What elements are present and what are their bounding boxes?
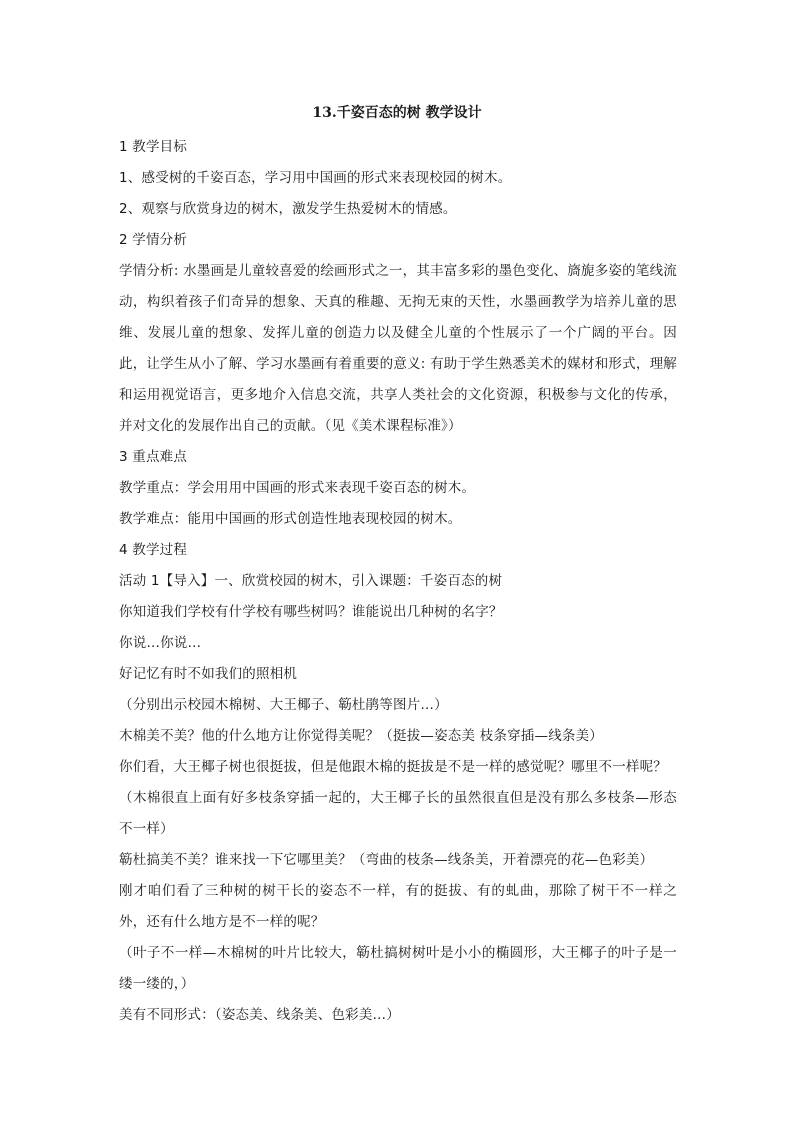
objective-2: 2、观察与欣赏身边的树木，激发学生热爱树木的情感。 <box>119 201 457 217</box>
comparison-question: 刚才咱们看了三种树的树干长的姿态不一样，有的挺拔、有的虬曲，那除了树干不一样之外，还有什么地方是不一样的呢？ <box>119 883 677 930</box>
document-title: 13.千姿百态的树 教学设计 <box>312 105 482 121</box>
show-pictures-line: （分别出示校园木棉树、大王椰子、簕杜鹃等图片…） <box>119 697 448 713</box>
document-body <box>119 132 677 1031</box>
kapok-question: 木棉美不美？他的什么地方让你觉得美呢？（挺拔—姿态美 枝条穿插—线条美） <box>119 728 603 744</box>
palm-question: 你们看，大王椰子树也很挺拔，但是他跟木棉的挺拔是不是一样的感觉呢？哪里不一样呢？ <box>119 759 667 775</box>
key-point: 教学重点：学会用用中国画的形式来表现千姿百态的树木。 <box>119 480 476 496</box>
analysis-paragraph: 学情分析: 水墨画是儿童较喜爱的绘画形式之一，其丰富多彩的墨色变化、旖旎多姿的笔线流动，构织着孩子们奇异的想象、天真的稚趣、无拘无束的天性，水墨画教学为培养儿童的思维、发展儿童的想象、发挥儿童的创造力以及健全儿童的个性展示了一个广阔的平台。因此，让学生从小了解、学习水墨画有着重要的意义: 有助于学生熟悉美术的媒材和形式，理解和运用视觉语言，更多地介入信息交流，共享人类社会的文化资源，积极参与文化的传承，并对文化的发展作出自己的贡献。（见《美术课程标准》） <box>119 263 677 434</box>
beauty-forms-line: 美有不同形式：（姿态美、线条美、色彩美…） <box>119 1007 400 1023</box>
activity-1-heading: 活动 1【导入】一、欣赏校园的树木，引入课题：千姿百态的树 <box>119 573 503 589</box>
bougainvillea-question: 簕杜搞美不美？谁来找一下它哪里美？（弯曲的枝条—线条美，开着漂亮的花—色彩美） <box>119 852 654 868</box>
answer-line: 你说…你说… <box>119 635 202 651</box>
camera-line: 好记忆有时不如我们的照相机 <box>119 666 298 682</box>
difficult-point: 教学难点：能用中国画的形式创造性地表现校园的树木。 <box>119 511 462 527</box>
leaf-answer: （叶子不一样—木棉树的叶片比较大，簕杜搞树树叶是小小的椭圆形，大王椰子的叶子是一缕一缕的，） <box>119 945 677 992</box>
palm-answer: （木棉很直上面有好多枝条穿插一起的，大王椰子长的虽然很直但是没有那么多枝条—形态不一样） <box>119 790 677 837</box>
question-tree-names: 你知道我们学校有什学校有哪些树吗？谁能说出几种树的名字？ <box>119 604 503 620</box>
objective-1: 1、感受树的千姿百态，学习用中国画的形式来表现校园的树木。 <box>119 170 512 186</box>
section-heading-analysis: 2 学情分析 <box>119 232 188 248</box>
section-heading-key-points: 3 重点难点 <box>119 449 188 465</box>
section-heading-process: 4 教学过程 <box>119 542 188 558</box>
section-heading-objectives: 1 教学目标 <box>119 139 188 155</box>
